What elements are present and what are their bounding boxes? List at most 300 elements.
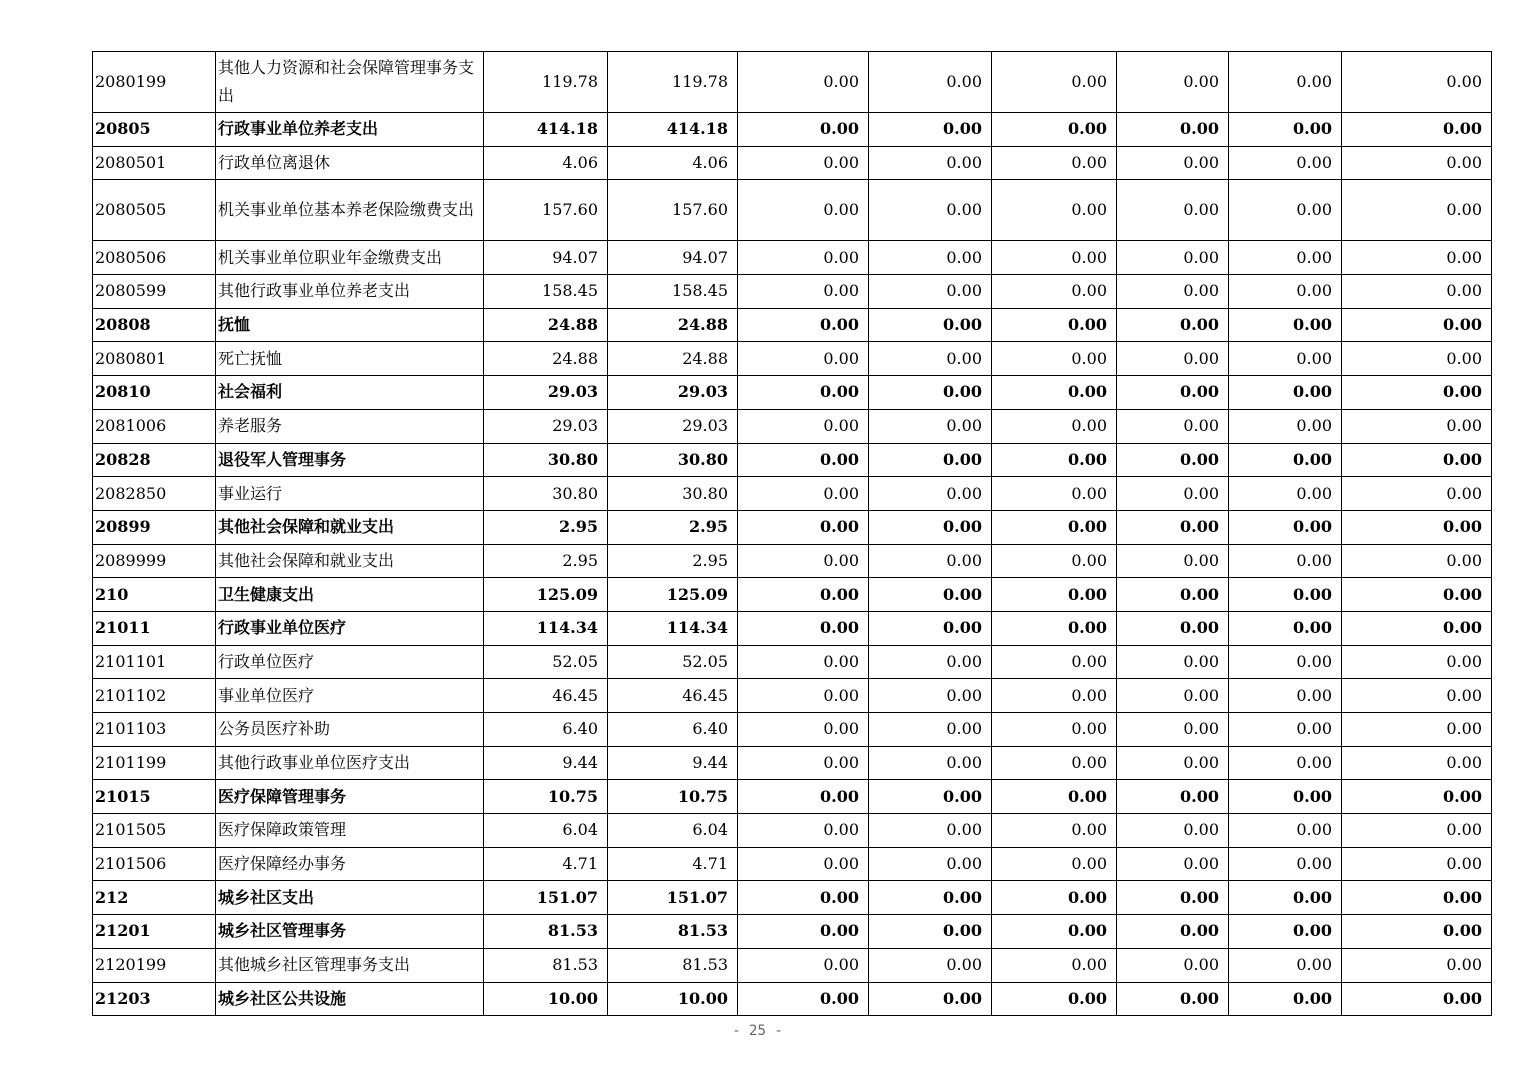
amount-cell: 0.00: [1229, 814, 1342, 848]
subject-code-cell: 21015: [93, 780, 216, 814]
subject-name-cell: 医疗保障管理事务: [216, 780, 484, 814]
amount-cell: 0.00: [1117, 982, 1229, 1016]
amount-cell: 0.00: [1342, 342, 1492, 376]
amount-cell: 114.34: [484, 611, 608, 645]
amount-cell: 24.88: [608, 308, 738, 342]
subject-name-cell: 其他城乡社区管理事务支出: [216, 948, 484, 982]
subject-code-cell: 2101103: [93, 713, 216, 747]
subject-name-cell: 其他社会保障和就业支出: [216, 544, 484, 578]
amount-cell: 0.00: [1229, 847, 1342, 881]
amount-cell: 0.00: [738, 308, 869, 342]
budget-table: [92, 51, 1492, 1016]
amount-cell: 0.00: [1117, 113, 1229, 147]
amount-cell: 94.07: [484, 241, 608, 275]
table-row: [93, 611, 1492, 645]
amount-cell: 0.00: [738, 180, 869, 241]
amount-cell: 0.00: [992, 342, 1117, 376]
table-row: [93, 180, 1492, 241]
amount-cell: 0.00: [869, 679, 992, 713]
table-row: [93, 510, 1492, 544]
amount-cell: 0.00: [1342, 713, 1492, 747]
subject-code-cell: 2080801: [93, 342, 216, 376]
amount-cell: 30.80: [484, 477, 608, 511]
subject-code-cell: 21203: [93, 982, 216, 1016]
subject-name-cell: 事业单位医疗: [216, 679, 484, 713]
amount-cell: 114.34: [608, 611, 738, 645]
amount-cell: 6.04: [608, 814, 738, 848]
amount-cell: 46.45: [608, 679, 738, 713]
amount-cell: 0.00: [1342, 915, 1492, 949]
table-row: [93, 746, 1492, 780]
amount-cell: 2.95: [608, 510, 738, 544]
subject-code-cell: 20899: [93, 510, 216, 544]
amount-cell: 0.00: [1117, 746, 1229, 780]
table-row: [93, 241, 1492, 275]
amount-cell: 0.00: [1229, 113, 1342, 147]
amount-cell: 81.53: [484, 915, 608, 949]
subject-code-cell: 2080505: [93, 180, 216, 241]
amount-cell: 0.00: [1229, 52, 1342, 113]
amount-cell: 0.00: [1342, 679, 1492, 713]
table-row: [93, 578, 1492, 612]
amount-cell: 0.00: [1342, 881, 1492, 915]
amount-cell: 0.00: [869, 814, 992, 848]
amount-cell: 0.00: [1229, 713, 1342, 747]
subject-name-cell: 城乡社区管理事务: [216, 915, 484, 949]
table-row: [93, 780, 1492, 814]
amount-cell: 0.00: [1342, 814, 1492, 848]
amount-cell: 0.00: [992, 275, 1117, 309]
subject-name-cell: 死亡抚恤: [216, 342, 484, 376]
amount-cell: 0.00: [992, 409, 1117, 443]
amount-cell: 158.45: [484, 275, 608, 309]
amount-cell: 0.00: [992, 544, 1117, 578]
subject-name-cell: 机关事业单位基本养老保险缴费支出: [216, 180, 484, 241]
amount-cell: 94.07: [608, 241, 738, 275]
amount-cell: 0.00: [1117, 915, 1229, 949]
amount-cell: 151.07: [484, 881, 608, 915]
amount-cell: 0.00: [869, 645, 992, 679]
amount-cell: 4.06: [484, 146, 608, 180]
subject-code-cell: 2080599: [93, 275, 216, 309]
amount-cell: 24.88: [484, 342, 608, 376]
amount-cell: 0.00: [1117, 948, 1229, 982]
amount-cell: 0.00: [869, 915, 992, 949]
amount-cell: 10.00: [484, 982, 608, 1016]
amount-cell: 0.00: [1229, 275, 1342, 309]
amount-cell: 0.00: [1117, 611, 1229, 645]
amount-cell: 0.00: [992, 746, 1117, 780]
amount-cell: 0.00: [992, 780, 1117, 814]
amount-cell: 0.00: [738, 477, 869, 511]
amount-cell: 0.00: [992, 713, 1117, 747]
subject-code-cell: 210: [93, 578, 216, 612]
amount-cell: 0.00: [1117, 409, 1229, 443]
amount-cell: 0.00: [738, 146, 869, 180]
amount-cell: 0.00: [1117, 881, 1229, 915]
subject-name-cell: 公务员医疗补助: [216, 713, 484, 747]
amount-cell: 81.53: [608, 948, 738, 982]
amount-cell: 0.00: [992, 915, 1117, 949]
amount-cell: 0.00: [738, 982, 869, 1016]
amount-cell: 0.00: [1342, 780, 1492, 814]
amount-cell: 24.88: [608, 342, 738, 376]
amount-cell: 0.00: [1342, 275, 1492, 309]
table-row: [93, 146, 1492, 180]
amount-cell: 0.00: [869, 308, 992, 342]
amount-cell: 0.00: [1117, 510, 1229, 544]
amount-cell: 0.00: [992, 241, 1117, 275]
amount-cell: 0.00: [1117, 443, 1229, 477]
table-row: [93, 679, 1492, 713]
amount-cell: 0.00: [738, 275, 869, 309]
amount-cell: 0.00: [1342, 746, 1492, 780]
amount-cell: 0.00: [1342, 948, 1492, 982]
subject-code-cell: 20805: [93, 113, 216, 147]
table-row: [93, 409, 1492, 443]
amount-cell: 151.07: [608, 881, 738, 915]
amount-cell: 0.00: [1229, 780, 1342, 814]
amount-cell: 0.00: [1117, 376, 1229, 410]
page-number: - 25 -: [732, 1023, 783, 1039]
amount-cell: 10.75: [484, 780, 608, 814]
amount-cell: 0.00: [1117, 814, 1229, 848]
amount-cell: 0.00: [869, 611, 992, 645]
subject-name-cell: 行政单位离退休: [216, 146, 484, 180]
amount-cell: 0.00: [738, 52, 869, 113]
subject-code-cell: 2089999: [93, 544, 216, 578]
amount-cell: 119.78: [608, 52, 738, 113]
subject-name-cell: 抚恤: [216, 308, 484, 342]
amount-cell: 0.00: [1117, 180, 1229, 241]
amount-cell: 29.03: [484, 376, 608, 410]
amount-cell: 0.00: [1229, 611, 1342, 645]
amount-cell: 0.00: [1229, 679, 1342, 713]
amount-cell: 0.00: [1342, 477, 1492, 511]
subject-code-cell: 21201: [93, 915, 216, 949]
amount-cell: 0.00: [1342, 578, 1492, 612]
amount-cell: 414.18: [484, 113, 608, 147]
amount-cell: 0.00: [992, 52, 1117, 113]
amount-cell: 0.00: [1229, 308, 1342, 342]
amount-cell: 0.00: [869, 113, 992, 147]
subject-name-cell: 其他行政事业单位医疗支出: [216, 746, 484, 780]
amount-cell: 0.00: [1117, 477, 1229, 511]
amount-cell: 0.00: [1117, 308, 1229, 342]
amount-cell: 0.00: [738, 915, 869, 949]
amount-cell: 29.03: [484, 409, 608, 443]
amount-cell: 10.00: [608, 982, 738, 1016]
amount-cell: 0.00: [1229, 180, 1342, 241]
subject-code-cell: 2080506: [93, 241, 216, 275]
amount-cell: 0.00: [992, 611, 1117, 645]
subject-code-cell: 2080199: [93, 52, 216, 113]
amount-cell: 29.03: [608, 376, 738, 410]
amount-cell: 81.53: [608, 915, 738, 949]
subject-name-cell: 社会福利: [216, 376, 484, 410]
amount-cell: 0.00: [738, 847, 869, 881]
amount-cell: 0.00: [738, 780, 869, 814]
amount-cell: 0.00: [869, 146, 992, 180]
amount-cell: 0.00: [738, 376, 869, 410]
subject-name-cell: 机关事业单位职业年金缴费支出: [216, 241, 484, 275]
amount-cell: 2.95: [484, 544, 608, 578]
amount-cell: 0.00: [869, 376, 992, 410]
subject-name-cell: 医疗保障经办事务: [216, 847, 484, 881]
amount-cell: 0.00: [992, 982, 1117, 1016]
amount-cell: 0.00: [738, 814, 869, 848]
amount-cell: 0.00: [1117, 275, 1229, 309]
amount-cell: 0.00: [1342, 409, 1492, 443]
amount-cell: 0.00: [992, 847, 1117, 881]
amount-cell: 119.78: [484, 52, 608, 113]
subject-code-cell: 2082850: [93, 477, 216, 511]
amount-cell: 6.40: [608, 713, 738, 747]
subject-name-cell: 卫生健康支出: [216, 578, 484, 612]
amount-cell: 0.00: [992, 443, 1117, 477]
amount-cell: 0.00: [1342, 308, 1492, 342]
amount-cell: 0.00: [1342, 544, 1492, 578]
amount-cell: 0.00: [869, 342, 992, 376]
amount-cell: 0.00: [869, 746, 992, 780]
amount-cell: 0.00: [1229, 948, 1342, 982]
amount-cell: 30.80: [608, 477, 738, 511]
amount-cell: 0.00: [1229, 982, 1342, 1016]
amount-cell: 0.00: [869, 477, 992, 511]
amount-cell: 0.00: [1342, 52, 1492, 113]
amount-cell: 0.00: [869, 847, 992, 881]
amount-cell: 0.00: [1229, 146, 1342, 180]
amount-cell: 0.00: [1229, 241, 1342, 275]
amount-cell: 0.00: [1229, 510, 1342, 544]
amount-cell: 0.00: [869, 713, 992, 747]
amount-cell: 0.00: [992, 814, 1117, 848]
amount-cell: 0.00: [1229, 544, 1342, 578]
amount-cell: 2.95: [484, 510, 608, 544]
subject-name-cell: 城乡社区支出: [216, 881, 484, 915]
amount-cell: 9.44: [608, 746, 738, 780]
amount-cell: 0.00: [738, 241, 869, 275]
amount-cell: 0.00: [992, 477, 1117, 511]
amount-cell: 30.80: [608, 443, 738, 477]
subject-code-cell: 2101505: [93, 814, 216, 848]
table-row: [93, 275, 1492, 309]
table-row: [93, 342, 1492, 376]
amount-cell: 158.45: [608, 275, 738, 309]
amount-cell: 0.00: [992, 510, 1117, 544]
amount-cell: 0.00: [1342, 241, 1492, 275]
amount-cell: 125.09: [608, 578, 738, 612]
subject-code-cell: 2101101: [93, 645, 216, 679]
amount-cell: 0.00: [1342, 847, 1492, 881]
amount-cell: 125.09: [484, 578, 608, 612]
subject-name-cell: 医疗保障政策管理: [216, 814, 484, 848]
subject-code-cell: 2120199: [93, 948, 216, 982]
amount-cell: 0.00: [1342, 180, 1492, 241]
amount-cell: 0.00: [992, 645, 1117, 679]
amount-cell: 0.00: [869, 275, 992, 309]
amount-cell: 0.00: [738, 578, 869, 612]
amount-cell: 10.75: [608, 780, 738, 814]
amount-cell: 0.00: [1117, 544, 1229, 578]
amount-cell: 0.00: [1117, 713, 1229, 747]
table-row: [93, 847, 1492, 881]
amount-cell: 46.45: [484, 679, 608, 713]
amount-cell: 0.00: [738, 679, 869, 713]
table-row: [93, 881, 1492, 915]
amount-cell: 0.00: [1229, 342, 1342, 376]
amount-cell: 0.00: [1229, 578, 1342, 612]
amount-cell: 0.00: [1342, 443, 1492, 477]
amount-cell: 0.00: [992, 948, 1117, 982]
table-body: [93, 52, 1492, 1016]
amount-cell: 0.00: [869, 443, 992, 477]
amount-cell: 0.00: [738, 881, 869, 915]
amount-cell: 0.00: [992, 376, 1117, 410]
table-row: [93, 982, 1492, 1016]
subject-code-cell: 20828: [93, 443, 216, 477]
amount-cell: 0.00: [992, 146, 1117, 180]
amount-cell: 0.00: [869, 180, 992, 241]
amount-cell: 0.00: [869, 578, 992, 612]
subject-name-cell: 其他行政事业单位养老支出: [216, 275, 484, 309]
amount-cell: 0.00: [1342, 510, 1492, 544]
subject-code-cell: 20808: [93, 308, 216, 342]
amount-cell: 4.06: [608, 146, 738, 180]
amount-cell: 0.00: [1117, 146, 1229, 180]
table-row: [93, 113, 1492, 147]
subject-code-cell: 2101199: [93, 746, 216, 780]
subject-code-cell: 2080501: [93, 146, 216, 180]
amount-cell: 0.00: [1117, 52, 1229, 113]
subject-code-cell: 21011: [93, 611, 216, 645]
amount-cell: 29.03: [608, 409, 738, 443]
subject-name-cell: 退役军人管理事务: [216, 443, 484, 477]
amount-cell: 0.00: [1229, 443, 1342, 477]
table-row: [93, 544, 1492, 578]
subject-name-cell: 养老服务: [216, 409, 484, 443]
amount-cell: 0.00: [1342, 982, 1492, 1016]
table-row: [93, 814, 1492, 848]
amount-cell: 0.00: [992, 881, 1117, 915]
amount-cell: 6.04: [484, 814, 608, 848]
subject-name-cell: 行政事业单位医疗: [216, 611, 484, 645]
amount-cell: 9.44: [484, 746, 608, 780]
amount-cell: 0.00: [869, 409, 992, 443]
subject-name-cell: 其他人力资源和社会保障管理事务支出: [216, 52, 484, 113]
amount-cell: 4.71: [608, 847, 738, 881]
amount-cell: 0.00: [869, 544, 992, 578]
table-row: [93, 915, 1492, 949]
amount-cell: 0.00: [1117, 342, 1229, 376]
amount-cell: 0.00: [1229, 881, 1342, 915]
amount-cell: 0.00: [738, 948, 869, 982]
subject-code-cell: 2101102: [93, 679, 216, 713]
amount-cell: 52.05: [608, 645, 738, 679]
subject-name-cell: 城乡社区公共设施: [216, 982, 484, 1016]
amount-cell: 0.00: [1229, 376, 1342, 410]
amount-cell: 30.80: [484, 443, 608, 477]
table-row: [93, 443, 1492, 477]
amount-cell: 0.00: [869, 510, 992, 544]
amount-cell: 0.00: [1229, 746, 1342, 780]
subject-name-cell: 行政单位医疗: [216, 645, 484, 679]
amount-cell: 0.00: [869, 241, 992, 275]
amount-cell: 0.00: [738, 409, 869, 443]
amount-cell: 2.95: [608, 544, 738, 578]
amount-cell: 0.00: [738, 342, 869, 376]
table-row: [93, 645, 1492, 679]
amount-cell: 0.00: [992, 308, 1117, 342]
amount-cell: 52.05: [484, 645, 608, 679]
amount-cell: 0.00: [738, 645, 869, 679]
subject-code-cell: 20810: [93, 376, 216, 410]
amount-cell: 0.00: [869, 982, 992, 1016]
amount-cell: 0.00: [1342, 146, 1492, 180]
amount-cell: 0.00: [1342, 376, 1492, 410]
amount-cell: 0.00: [738, 746, 869, 780]
amount-cell: 0.00: [869, 780, 992, 814]
table-row: [93, 948, 1492, 982]
amount-cell: 0.00: [1117, 679, 1229, 713]
amount-cell: 0.00: [992, 180, 1117, 241]
table-row: [93, 713, 1492, 747]
table-row: [93, 308, 1492, 342]
amount-cell: 0.00: [1117, 847, 1229, 881]
amount-cell: 0.00: [869, 948, 992, 982]
amount-cell: 0.00: [869, 881, 992, 915]
amount-cell: 157.60: [484, 180, 608, 241]
amount-cell: 414.18: [608, 113, 738, 147]
table-row: [93, 376, 1492, 410]
table-row: [93, 477, 1492, 511]
amount-cell: 0.00: [1342, 113, 1492, 147]
subject-code-cell: 2081006: [93, 409, 216, 443]
amount-cell: 0.00: [1117, 645, 1229, 679]
amount-cell: 0.00: [1342, 645, 1492, 679]
amount-cell: 4.71: [484, 847, 608, 881]
amount-cell: 0.00: [992, 113, 1117, 147]
subject-name-cell: 其他社会保障和就业支出: [216, 510, 484, 544]
amount-cell: 24.88: [484, 308, 608, 342]
amount-cell: 0.00: [1229, 409, 1342, 443]
amount-cell: 0.00: [1117, 578, 1229, 612]
amount-cell: 0.00: [1229, 915, 1342, 949]
amount-cell: 6.40: [484, 713, 608, 747]
table-row: [93, 52, 1492, 113]
amount-cell: 0.00: [1229, 477, 1342, 511]
amount-cell: 157.60: [608, 180, 738, 241]
amount-cell: 0.00: [1117, 780, 1229, 814]
amount-cell: 0.00: [869, 52, 992, 113]
subject-code-cell: 2101506: [93, 847, 216, 881]
amount-cell: 0.00: [738, 544, 869, 578]
amount-cell: 0.00: [738, 510, 869, 544]
subject-name-cell: 事业运行: [216, 477, 484, 511]
amount-cell: 0.00: [738, 443, 869, 477]
subject-code-cell: 212: [93, 881, 216, 915]
amount-cell: 81.53: [484, 948, 608, 982]
subject-name-cell: 行政事业单位养老支出: [216, 113, 484, 147]
amount-cell: 0.00: [992, 679, 1117, 713]
amount-cell: 0.00: [1117, 241, 1229, 275]
amount-cell: 0.00: [738, 713, 869, 747]
amount-cell: 0.00: [1229, 645, 1342, 679]
amount-cell: 0.00: [738, 611, 869, 645]
amount-cell: 0.00: [738, 113, 869, 147]
amount-cell: 0.00: [1342, 611, 1492, 645]
amount-cell: 0.00: [992, 578, 1117, 612]
